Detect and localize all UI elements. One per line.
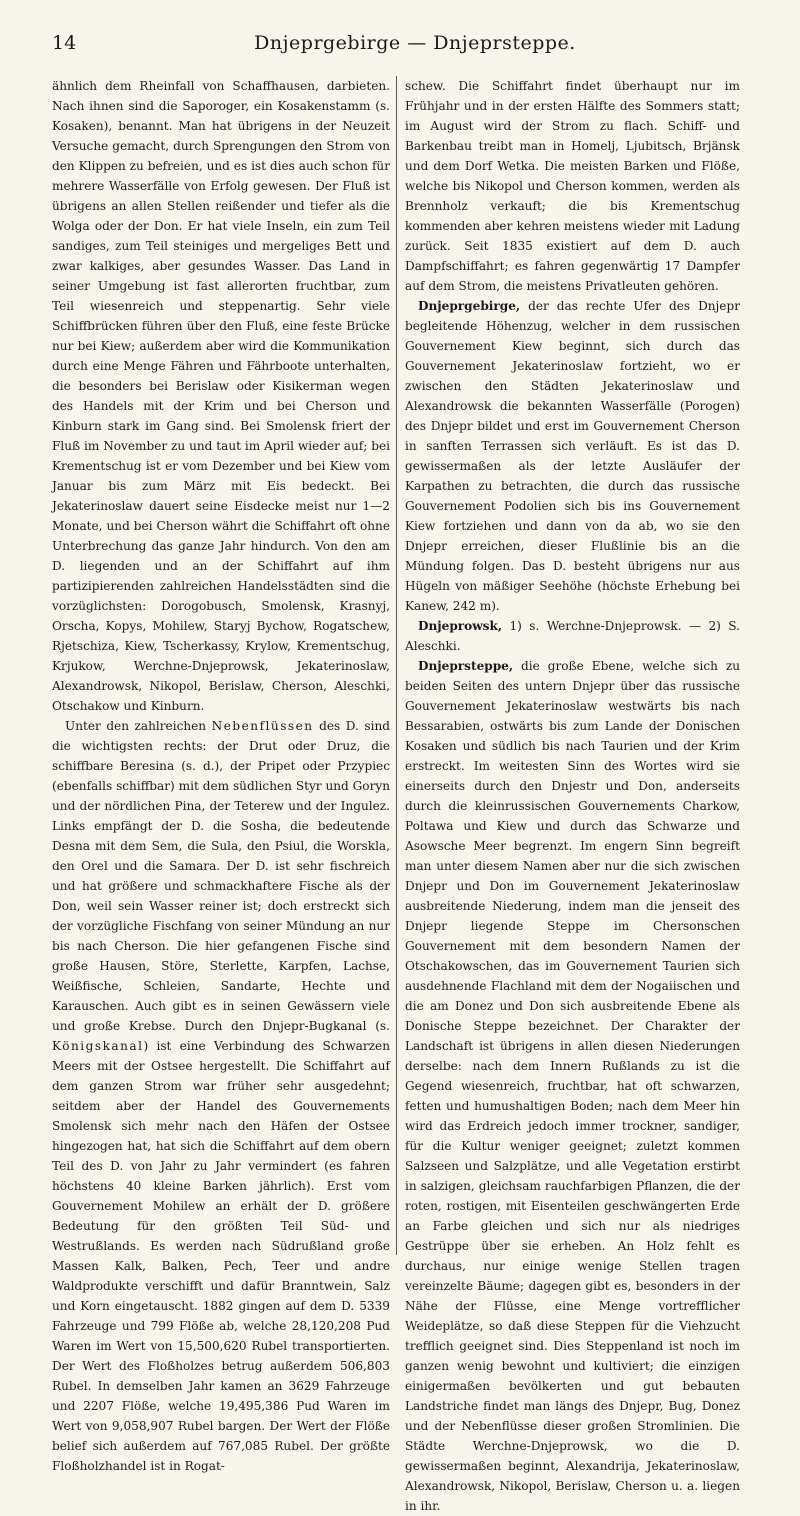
page-header — [52, 0, 778, 60]
entry-lemma: Dnjeprowsk, — [418, 619, 503, 633]
entry-dnjeprsteppe — [405, 656, 740, 1516]
paragraph: ähnlich dem Rheinfall von Schaffhausen, darbieten. Nach ihnen sind die Saporoger, ein Kosakenstamm (s. Kosaken), benannt. Man hat übrigens in der Neuzeit Versuche gemacht, durch Sprengungen den Strom von den Klippen zu befreien, und es ist dies auch schon für mehrere Wasserfälle von Erfolg gewesen. Der Fluß ist übrigens an allen Stellen reißender und tiefer als die Wolga oder der Don. Er hat viele Inseln, ein zum Teil sandiges, zum Teil steiniges und mergeliges Bett und zwar kalkiges, aber gesundes Wasser. Das Land in seiner Umgebung ist fast allerorten fruchtbar, zum Teil wiesenreich und steppenartig. Sehr viele Schiffbrücken führen über den Fluß, eine feste Brücke nur bei Kiew; außerdem aber wird die Kommunikation durch eine Menge Fähren und Fährboote unterhalten, die besonders bei Berislaw oder Kisikerman wegen des Handels mit der Krim und bei Cherson und Kinburn stark im Gang sind. Bei Smolensk friert der Fluß im November zu und taut im April wieder auf; bei Krementschug ist er vom Dezember und bei Kiew vom Januar bis zum März mit Eis bedeckt. Bei Jekaterinoslaw dauert seine Eisdecke meist nur 1—2 Monate, und bei Cherson währt die Schiffahrt oft ohne Unterbrechung das ganze Jahr hindurch. Von den am D. liegenden und an der Schiffahrt auf ihm partizipierenden zahlreichen Handelsstädten sind die vorzüglichsten: Dorogobusch, Smolensk, Krasnyj, Orscha, Kopys, Mohilew, Staryj Bychow, Rogatschew, Rjetschiza, Kiew, Tscherkassy, Krylow, Krementschug, Krjukow, Werchne-Dnjeprowsk, Jekaterinoslaw, Alexandrowsk, Nikopol, Berislaw, Cherson, Aleschki, Otschakow und Kinburn. — [52, 79, 390, 713]
entry-text: der das rechte Ufer des Dnjepr begleitende Höhenzug, welcher in dem russischen Gouvernement Kiew beginnt, sich durch das Gouvernement Jekaterinoslaw fortzieht, wo er zwischen den Städten Jekaterinoslaw und Alexandrowsk die bekannten Wasserfälle (Porogen) des Dnjepr bildet und erst im Gouvernement Cherson in sanften Terrassen sich verläuft. Es ist das D. gewissermaßen als der letzte Ausläufer der Karpathen zu betrachten, die durch das russische Gouvernement Podolien sich bis ins Gouvernement Kiew fortziehen und dann von da ab, wo sie den Dnjepr erreichen, dieser Flußlinie bis an die Mündung folgen. Das D. besteht übrigens nur aus Hügeln von mäßiger Seehöhe (höchste Erhebung bei Kanew, 242 m). — [405, 299, 740, 613]
entry-lemma: Dnjeprgebirge, — [418, 299, 521, 313]
spaced-term: Nebenflüssen — [211, 719, 314, 733]
cross-reference: Königskanal — [52, 1039, 144, 1053]
running-head: Dnjeprgebirge — Dnjeprsteppe. — [254, 32, 576, 54]
entry-text: die große Ebene, welche sich zu beiden Seiten des untern Dnjepr über das russische Gouvernement Jekaterinoslaw westwärts bis nach Bessarabien, ostwärts bis zum Lande der Donischen Kosaken und südlich bis nach Taurien und der Krim erstreckt. Im weitesten Sinn des Wortes wird sie einerseits durch den Dnjestr und Don, anderseits durch die kleinrussischen Gouvernements Charkow, Poltawa und Kiew und durch das Schwarze und Asowsche Meer begrenzt. Im engern Sinn begreift man unter diesem Namen aber nur die sich zwischen Dnjepr und Don im Gouvernement Jekaterinoslaw ausbreitende Niederung, indem man die jenseit des Dnjepr liegende Steppe im Chersonschen Gouvernement mit dem besondern Namen der Otschakowschen, das im Gouvernement Taurien sich ausdehnende Flachland mit dem der Nogaiischen und die am Donez und Don sich ausbreitende Ebene als Donische Steppe bezeichnet. Der Charakter der Landschaft ist übrigens in allen diesen Niederungen derselbe: nach dem Innern Rußlands zu ist die Gegend wiesenreich, fruchtbar, hat oft schwarzen, fetten und humushaltigen Boden; nach dem Meer hin wird das Erdreich jedoch immer trockner, sandiger, für die Kultur weniger geeignet; zuletzt kommen Salzseen und Salzplätze, und alle Vegetation erstirbt in salzigen, gleichsam rauchfarbigen Pflanzen, die der roten, rostigen, mit Eisenteilen geschwängerten Erde an Farbe gleichen und sich nur als niedriges Gestrüppe über sie erheben. An Holz fehlt es durchaus, nur einige wenige Stellen tragen vereinzelte Bäume; dagegen gibt es, besonders in der Nähe der Flüsse, eine Menge vortrefflicher Weideplätze, so daß diese Steppen für die Viehzucht trefflich geeignet sind. Dies Steppenland ist noch im ganzen wenig bewohnt und kultiviert; die einzigen einigermaßen bevölkerten und gut bebauten Landstriche findet man längs des Dnjepr, Bug, Donez und der Nebenflüsse dieser großen Stromlinien. Die Städte Werchne-Dnjeprowsk, wo die D. gewissermaßen beginnt, Alexandrija, Jekaterinoslaw, Alexandrowsk, Nikopol, Berislaw, Cherson u. a. liegen in ihr. — [405, 659, 740, 1513]
text-columns — [52, 76, 778, 1513]
entry-lemma: Dnjeprsteppe, — [418, 659, 514, 673]
right-column — [396, 76, 740, 1513]
left-column — [52, 76, 396, 1473]
entry-text: 1) s. Werchne-Dnjeprowsk. — 2) S. Aleschki. — [405, 619, 740, 653]
paragraph: schew. Die Schiffahrt findet überhaupt nur im Frühjahr und in der ersten Hälfte des Sommers statt; im August wird der Strom zu flach. Schiff- und Barkenbau treibt man in Homelj, Ljubitsch, Brjänsk und dem Dorf Wetka. Die meisten Barken und Flöße, welche bis Nikopol und Cherson kommen, werden als Brennholz verkauft; die bis Krementschug kommenden aber kehren meistens wieder mit Ladung zurück. Seit 1835 existiert auf dem D. auch Dampfschiffahrt; es fahren gegenwärtig 17 Dampfer auf dem Strom, die meistens Privatleuten gehören. — [405, 79, 740, 293]
text-run: ) ist eine Verbindung des Schwarzen Meers mit der Ostsee hergestellt. Die Schiffahrt auf dem ganzen Strom war früher sehr ausgedehnt; seitdem aber der Handel des Gouvernements Smolensk sich mehr nach den Häfen der Ostsee hingezogen hat, hat sich die Schiffahrt auf dem obern Teil des D. von Jahr zu Jahr vermindert (es fahren höchstens 40 kleine Barken jährlich). Erst vom Gouvernement Mohilew an erhält der D. größere Bedeutung für den größten Teil Süd- und Westrußlands. Es werden nach Südrußland große Massen Kalk, Balken, Pech, Teer und andre Waldprodukte verschifft und dafür Branntwein, Salz und Korn eingetauscht. 1882 gingen auf dem D. 5339 Fahrzeuge und 799 Flöße ab, welche 28,120,208 Pud Waren im Wert von 15,500,620 Rubel transportierten. Der Wert des Floßholzes betrug außerdem 506,803 Rubel. In demselben Jahr kamen an 3629 Fahrzeuge und 2207 Flöße, welche 19,495,386 Pud Waren im Wert von 9,058,907 Rubel bargen. Der Wert der Flöße belief sich außerdem auf 767,085 Rubel. Der größte Floßholzhandel ist in Rogat- — [52, 1039, 390, 1473]
text-run: Unter den zahlreichen — [65, 719, 212, 733]
entry-dnjeprowsk — [405, 616, 740, 656]
text-run: des D. sind die wichtigsten rechts: der Drut oder Druz, die schiffbare Beresina (s. d.), der Pripet oder Przypiec (ebenfalls schiffbar) mit dem südlichen Styr und Goryn und der nördlichen Pina, der Teterew und der Ingulez. Links empfängt der D. die Sosha, die bedeutende Desna mit dem Sem, die Sula, den Psiul, die Worskla, den Orel und die Samara. Der D. ist sehr fischreich und hat größere und schmackhaftere Fische als der Don, weil sein Wasser reiner ist; doch erstreckt sich der vorzügliche Fischfang von seiner Mündung an nur bis nach Cherson. Die hier gefangenen Fische sind große Hausen, Störe, Sterlette, Karpfen, Lachse, Weißfische, Schleien, Sandarte, Hechte und Karauschen. Auch gibt es in seinen Gewässern viele und große Krebse. Durch den Dnjepr-Bugkanal (s. — [52, 719, 390, 1033]
paragraph — [52, 716, 390, 1476]
entry-dnjeprgebirge — [405, 296, 740, 616]
page-number: 14 — [52, 32, 77, 54]
